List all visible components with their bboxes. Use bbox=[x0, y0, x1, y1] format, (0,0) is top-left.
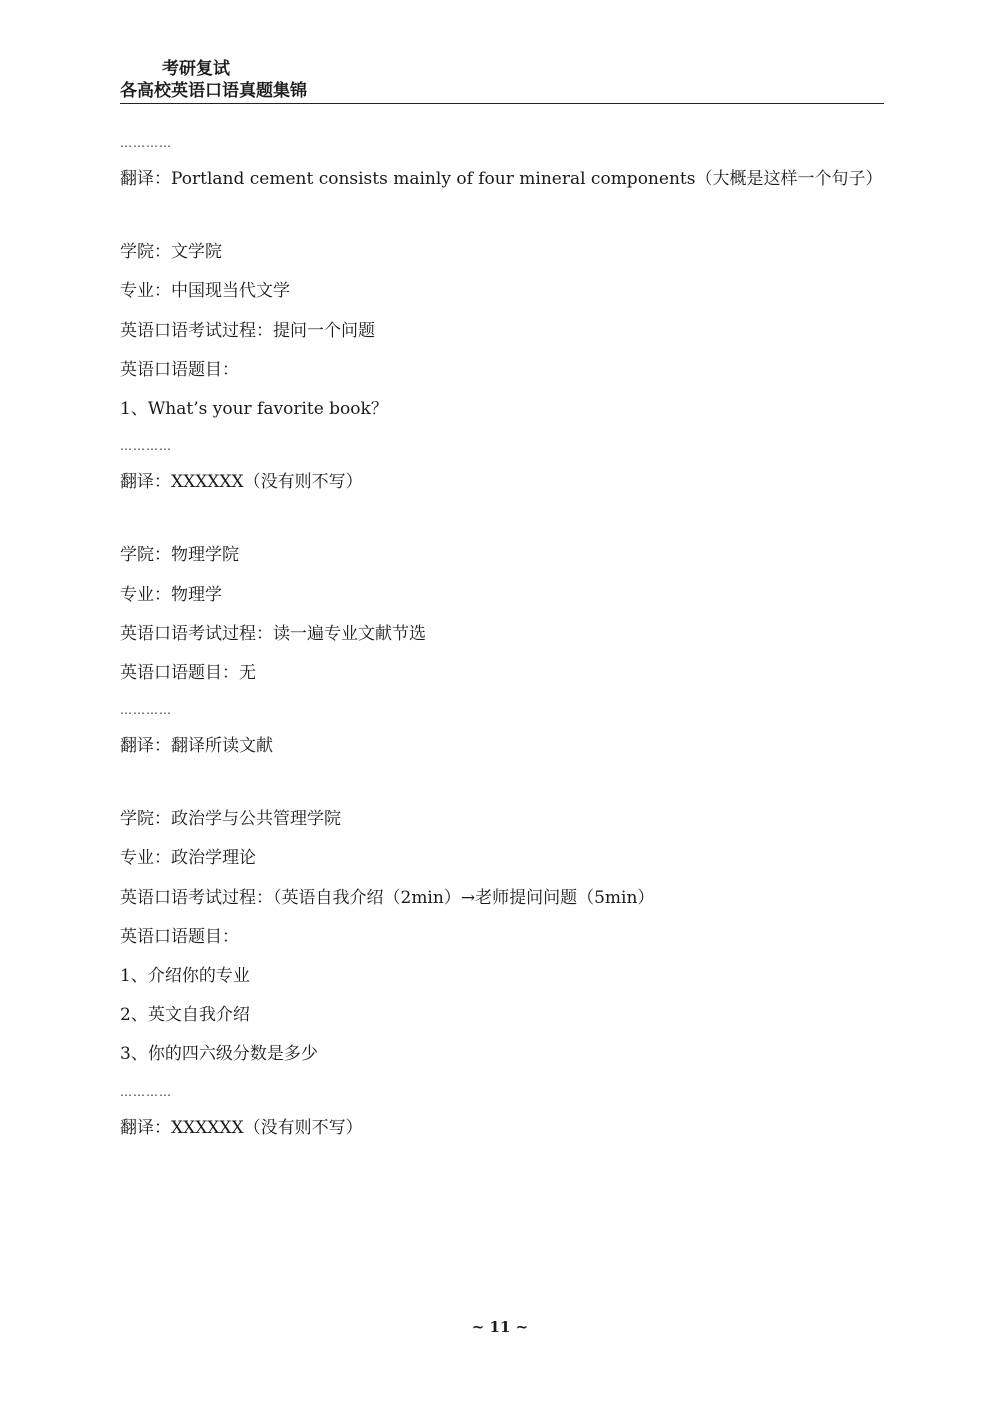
translation-line: 翻译：Portland cement consists mainly of four mineral components（大概是这样一个句子） bbox=[120, 169, 883, 189]
ellipsis-separator: ………… bbox=[120, 439, 172, 454]
questions-label: 英语口语题目：无 bbox=[120, 662, 256, 683]
major-line: 专业：物理学 bbox=[120, 584, 222, 605]
questions-label: 英语口语题目： bbox=[120, 926, 239, 947]
header-title: 考研复试 bbox=[162, 59, 230, 79]
major-line: 专业：政治学理论 bbox=[120, 848, 256, 869]
questions-label: 英语口语题目： bbox=[120, 359, 239, 380]
ellipsis-separator: ………… bbox=[120, 703, 172, 718]
process-line: 英语口语考试过程：提问一个问题 bbox=[120, 320, 375, 341]
translation-line: 翻译：XXXXXX（没有则不写） bbox=[120, 472, 363, 493]
document-body bbox=[120, 126, 900, 1148]
ellipsis-separator: ………… bbox=[120, 136, 172, 150]
translation-line: 翻译：XXXXXX（没有则不写） bbox=[120, 1117, 363, 1138]
process-line: 英语口语考试过程：读一遍专业文献节选 bbox=[120, 623, 426, 644]
page-header bbox=[120, 58, 884, 102]
question-item: 2、英文自我介绍 bbox=[120, 1005, 250, 1026]
ellipsis-separator: ………… bbox=[120, 1084, 172, 1099]
college-line: 学院：物理学院 bbox=[120, 545, 239, 566]
question-item: 1、介绍你的专业 bbox=[120, 966, 250, 986]
college-line: 学院：政治学与公共管理学院 bbox=[120, 809, 341, 830]
page-number: ~ 11 ~ bbox=[471, 1318, 529, 1336]
process-line: 英语口语考试过程：（英语自我介绍（2min）→老师提问问题（5min） bbox=[120, 887, 655, 908]
major-line: 专业：中国现当代文学 bbox=[120, 281, 290, 302]
header-rule bbox=[120, 103, 884, 104]
question-item: 3、你的四六级分数是多少 bbox=[120, 1044, 318, 1065]
college-line: 学院：文学院 bbox=[120, 242, 222, 263]
translation-line: 翻译：翻译所读文献 bbox=[120, 736, 273, 757]
question-item: 1、What’s your favorite book？ bbox=[120, 398, 388, 419]
header-subtitle: 各高校英语口语真题集锦 bbox=[120, 81, 307, 101]
